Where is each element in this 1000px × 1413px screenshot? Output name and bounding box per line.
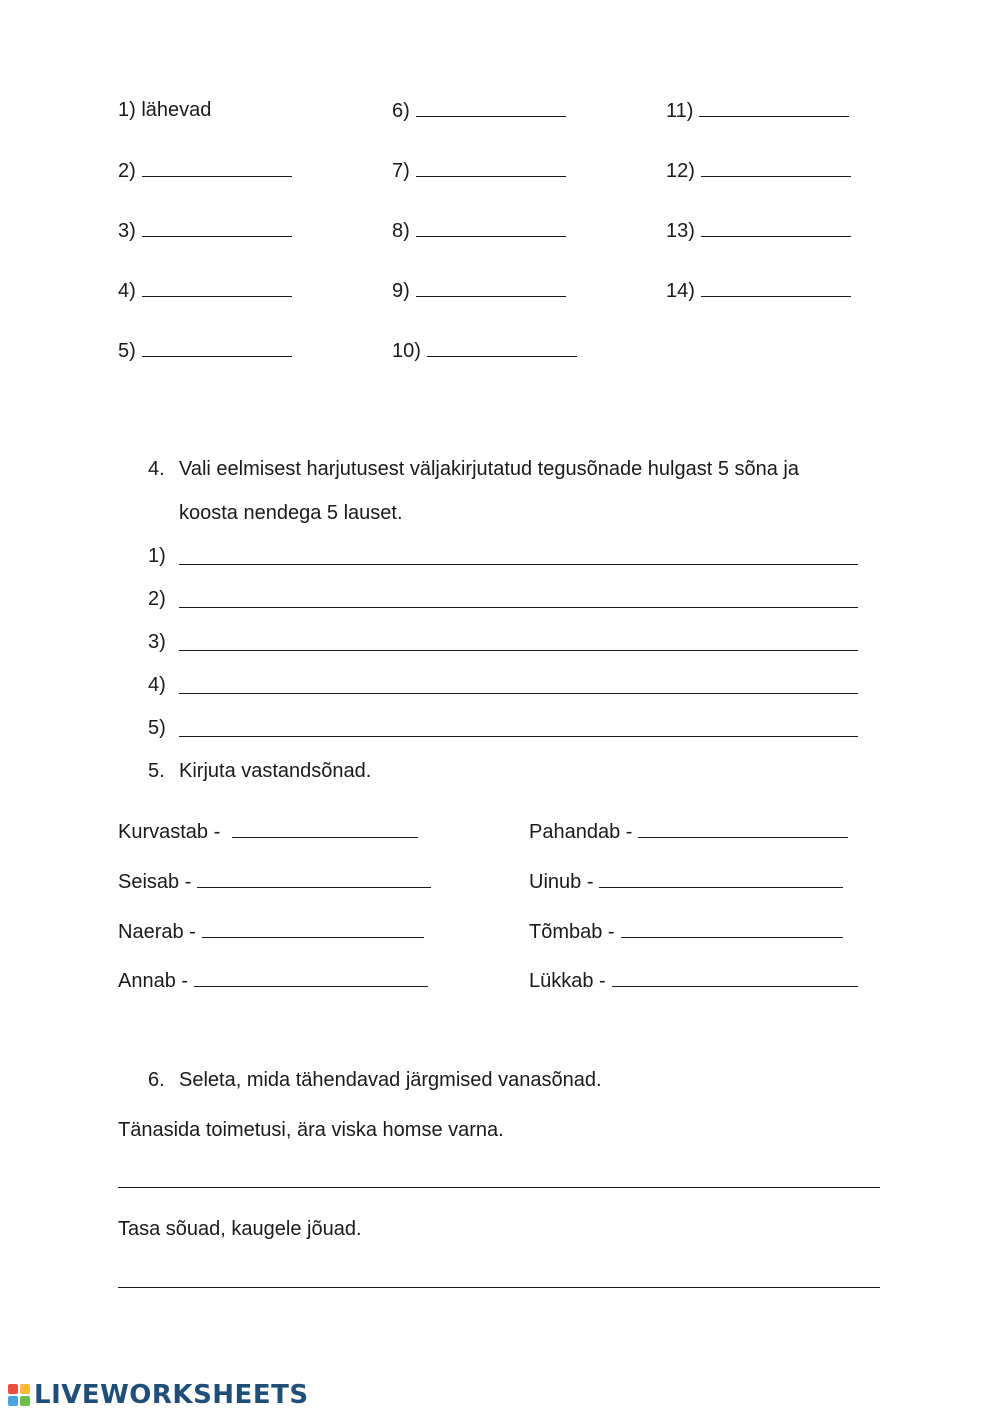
sentence-line[interactable] [179,607,858,608]
ex4-instruction-line2: koosta nendega 5 lauset. [179,502,403,524]
answer-blank[interactable] [612,968,858,987]
answer-blank[interactable] [416,218,566,237]
ex4-line-label: 1) [148,545,166,567]
answer-blank[interactable] [142,338,292,357]
ex3-item-4: 4) [118,278,292,303]
ex5-instruction: Kirjuta vastandsõnad. [179,760,372,782]
ex4-line-label: 3) [148,631,166,653]
answer-blank[interactable] [621,919,843,938]
answer-blank[interactable] [699,98,849,117]
ex3-item-7: 7) [392,158,566,183]
proverb-2: Tasa sõuad, kaugele jõuad. [118,1218,362,1240]
answer-blank[interactable] [599,869,843,888]
ex3-item-14: 14) [666,278,851,303]
answer-blank[interactable] [202,919,424,938]
ex6-number: 6. [148,1069,165,1091]
ex3-item-6: 6) [392,98,566,123]
antonym-row: Tõmbab - [529,919,843,944]
ex4-instruction-line1: Vali eelmisest harjutusest väljakirjutatud tegusõnade hulgast 5 sõna ja [179,458,799,480]
sentence-line[interactable] [179,736,858,737]
antonym-row: Lükkab - [529,968,858,993]
ex4-line-label: 5) [148,717,166,739]
sentence-line[interactable] [179,650,858,651]
ex3-item-2: 2) [118,158,292,183]
answer-blank[interactable] [638,819,848,838]
ex6-instruction: Seleta, mida tähendavad järgmised vanasõnad. [179,1069,602,1091]
ex5-number: 5. [148,760,165,782]
logo-squares-icon [8,1384,30,1406]
sentence-line[interactable] [179,564,858,565]
ex3-item-9: 9) [392,278,566,303]
answer-blank[interactable] [416,98,566,117]
antonym-row: Kurvastab - [118,819,418,844]
ex3-item-1: 1) lähevad [118,99,212,121]
answer-blank[interactable] [701,158,851,177]
sentence-line[interactable] [179,693,858,694]
answer-blank[interactable] [142,158,292,177]
logo-text: LIVEWORKSHEETS [34,1380,309,1410]
ex3-item-13: 13) [666,218,851,243]
antonym-row: Annab - [118,968,428,993]
ex3-item-11: 11) [666,98,849,123]
answer-blank[interactable] [701,278,851,297]
answer-blank[interactable] [701,218,851,237]
ex3-item-3: 3) [118,218,292,243]
ex4-line-label: 2) [148,588,166,610]
answer-blank[interactable] [232,819,418,838]
answer-blank[interactable] [197,869,431,888]
antonym-row: Pahandab - [529,819,848,844]
antonym-row: Uinub - [529,869,843,894]
answer-blank[interactable] [142,278,292,297]
ex3-answer-1: lähevad [141,99,212,121]
ex3-item-10: 10) [392,338,577,363]
explanation-line[interactable] [118,1287,880,1288]
antonym-row: Seisab - [118,869,431,894]
answer-blank[interactable] [416,278,566,297]
ex3-item-8: 8) [392,218,566,243]
liveworksheets-logo [8,1380,309,1410]
proverb-1: Tänasida toimetusi, ära viska homse varna. [118,1119,504,1141]
explanation-line[interactable] [118,1187,880,1188]
answer-blank[interactable] [142,218,292,237]
ex3-item-12: 12) [666,158,851,183]
answer-blank[interactable] [427,338,577,357]
answer-blank[interactable] [194,968,428,987]
answer-blank[interactable] [416,158,566,177]
antonym-row: Naerab - [118,919,424,944]
ex4-number: 4. [148,458,165,480]
ex4-line-label: 4) [148,674,166,696]
ex3-item-5: 5) [118,338,292,363]
